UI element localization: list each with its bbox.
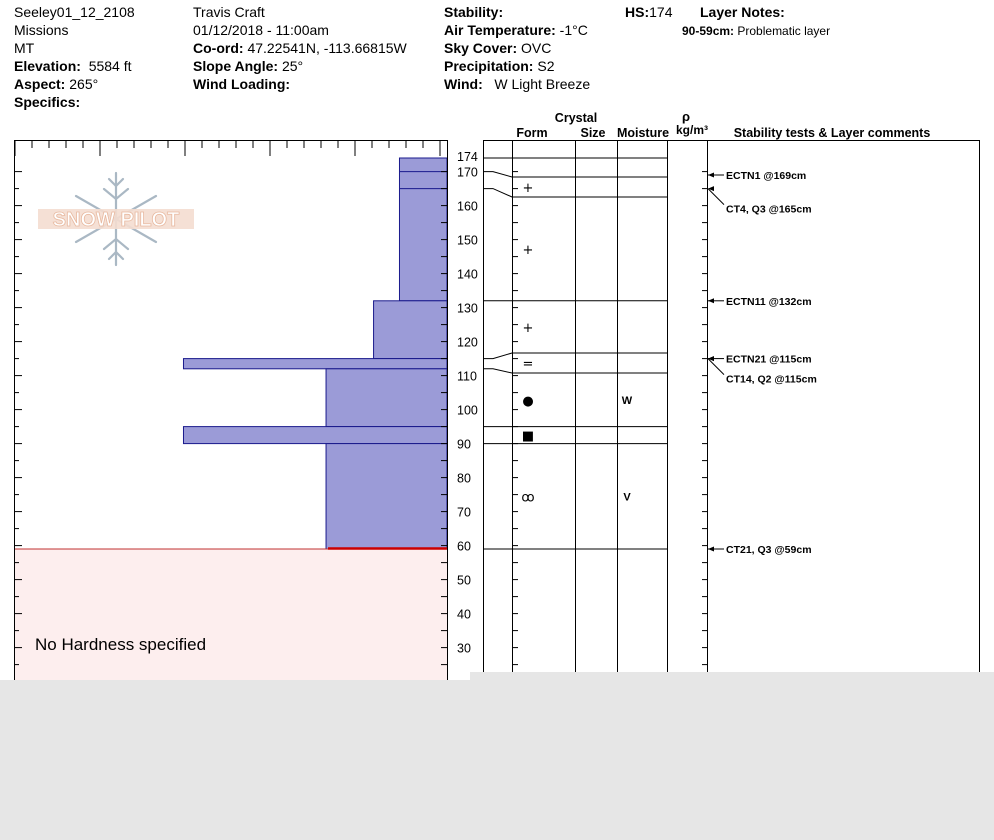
range-name: Missions	[14, 22, 69, 38]
moisture-label: V	[623, 491, 631, 504]
depth-axis-labels	[457, 150, 478, 656]
hardness-bar	[326, 444, 447, 549]
depth-label: 174	[457, 150, 478, 164]
depth-label: 90	[457, 437, 471, 452]
sheet-cut	[470, 672, 994, 680]
depth-label: 120	[457, 335, 478, 350]
specifics-label: Specifics:	[14, 94, 81, 110]
depth-label: 70	[457, 505, 471, 520]
depth-label: 170	[457, 165, 478, 180]
depth-label: 60	[457, 539, 471, 554]
wind-value: W Light Breeze	[494, 76, 591, 92]
test-arrow-head	[708, 186, 714, 191]
coord-value: 47.22541N, -113.66815W	[247, 40, 407, 56]
hardness-bar	[399, 158, 447, 301]
test-label: CT4, Q3 @165cm	[726, 203, 812, 216]
hs-value: 174	[649, 4, 673, 20]
layer-note-range: 90-59cm:	[682, 24, 735, 38]
stability-label: Stability:	[444, 4, 504, 20]
stability-tests	[708, 170, 817, 556]
air-temp-value: -1°C	[559, 22, 588, 38]
hardness-bar	[374, 301, 447, 359]
test-arrow-head	[708, 356, 714, 361]
aspect-value: 265°	[69, 76, 99, 92]
wind-loading-label: Wind Loading:	[193, 76, 291, 92]
grain-form-symbol: +	[522, 243, 534, 258]
observer-name: Travis Craft	[193, 4, 265, 20]
depth-label: 110	[457, 369, 477, 384]
col-header-density-unit: kg/m³	[675, 123, 709, 137]
grain-form-symbol: +	[522, 320, 534, 336]
hardness-bars	[183, 158, 447, 549]
slope-label: Slope Angle:	[193, 58, 279, 74]
elevation-value: 5584 ft	[88, 58, 132, 74]
test-arrow-head	[708, 298, 714, 303]
no-hardness-label: No Hardness specified	[35, 635, 207, 654]
hardness-bar	[326, 369, 447, 427]
grain-form-symbol: ●	[522, 393, 534, 409]
air-temp-label: Air Temperature:	[444, 22, 556, 38]
depth-label: 150	[457, 233, 478, 248]
grain-form-symbol: +	[522, 181, 534, 196]
no-hardness-area	[15, 549, 447, 680]
layer-note-text: Problematic layer	[737, 24, 831, 38]
pit-name: Seeley01_12_2108	[14, 4, 135, 20]
depth-label: 80	[457, 471, 471, 486]
test-label: ECTN21 @115cm	[726, 353, 812, 366]
snowpilot-logo-text: SNOW PILOT	[52, 209, 180, 231]
depth-label: 100	[457, 403, 478, 418]
sky-label: Sky Cover:	[444, 40, 518, 56]
hs-label: HS:	[625, 4, 650, 20]
col-header-rho: ρ	[681, 109, 691, 124]
hardness-bar	[183, 427, 447, 444]
depth-label: 160	[457, 199, 478, 214]
test-label: ECTN11 @132cm	[726, 295, 812, 308]
test-label: CT21, Q3 @59cm	[726, 544, 812, 556]
depth-label: 130	[457, 301, 478, 316]
depth-label: 50	[457, 573, 471, 588]
precip-value: S2	[537, 58, 555, 74]
aspect-label: Aspect:	[14, 76, 66, 92]
layer-symbols	[521, 181, 632, 505]
col-header-crystal: Crystal	[554, 111, 598, 125]
test-arrow-line	[708, 189, 724, 205]
col-header-moisture: Moisture	[616, 126, 670, 140]
col-header-form: Form	[516, 126, 548, 140]
moisture-label: W	[621, 394, 633, 407]
depth-label: 30	[457, 641, 471, 656]
test-arrow-line	[708, 359, 724, 375]
col-header-size: Size	[580, 126, 606, 140]
coord-label: Co-ord:	[193, 40, 244, 56]
depth-label: 140	[457, 267, 478, 282]
wind-label: Wind:	[444, 76, 483, 92]
grain-form-symbol: ■	[521, 429, 535, 445]
grain-form-symbol: ꝏ	[521, 490, 535, 506]
snowpilot-logo	[38, 173, 194, 265]
test-label: ECTN1 @169cm	[726, 170, 807, 182]
layer-notes-title: Layer Notes:	[700, 4, 785, 20]
layer-table-frame	[483, 140, 980, 680]
depth-label: 40	[457, 607, 471, 622]
slope-value: 25°	[281, 58, 304, 74]
layer-table-ticks	[512, 172, 707, 680]
col-header-stability-tests: Stability tests & Layer comments	[733, 126, 931, 140]
test-arrow-head	[708, 173, 714, 178]
state-name: MT	[14, 40, 35, 56]
precip-label: Precipitation:	[444, 58, 534, 74]
grain-form-symbol: =	[522, 357, 534, 372]
test-label: CT14, Q2 @115cm	[726, 373, 817, 386]
hardness-bar	[183, 359, 447, 369]
observation-datetime: 01/12/2018 - 11:00am	[193, 22, 329, 38]
elevation-label: Elevation:	[14, 58, 81, 74]
test-arrow-head	[708, 547, 714, 552]
hardness-top-ticks	[15, 140, 440, 156]
sky-value: OVC	[521, 40, 552, 56]
